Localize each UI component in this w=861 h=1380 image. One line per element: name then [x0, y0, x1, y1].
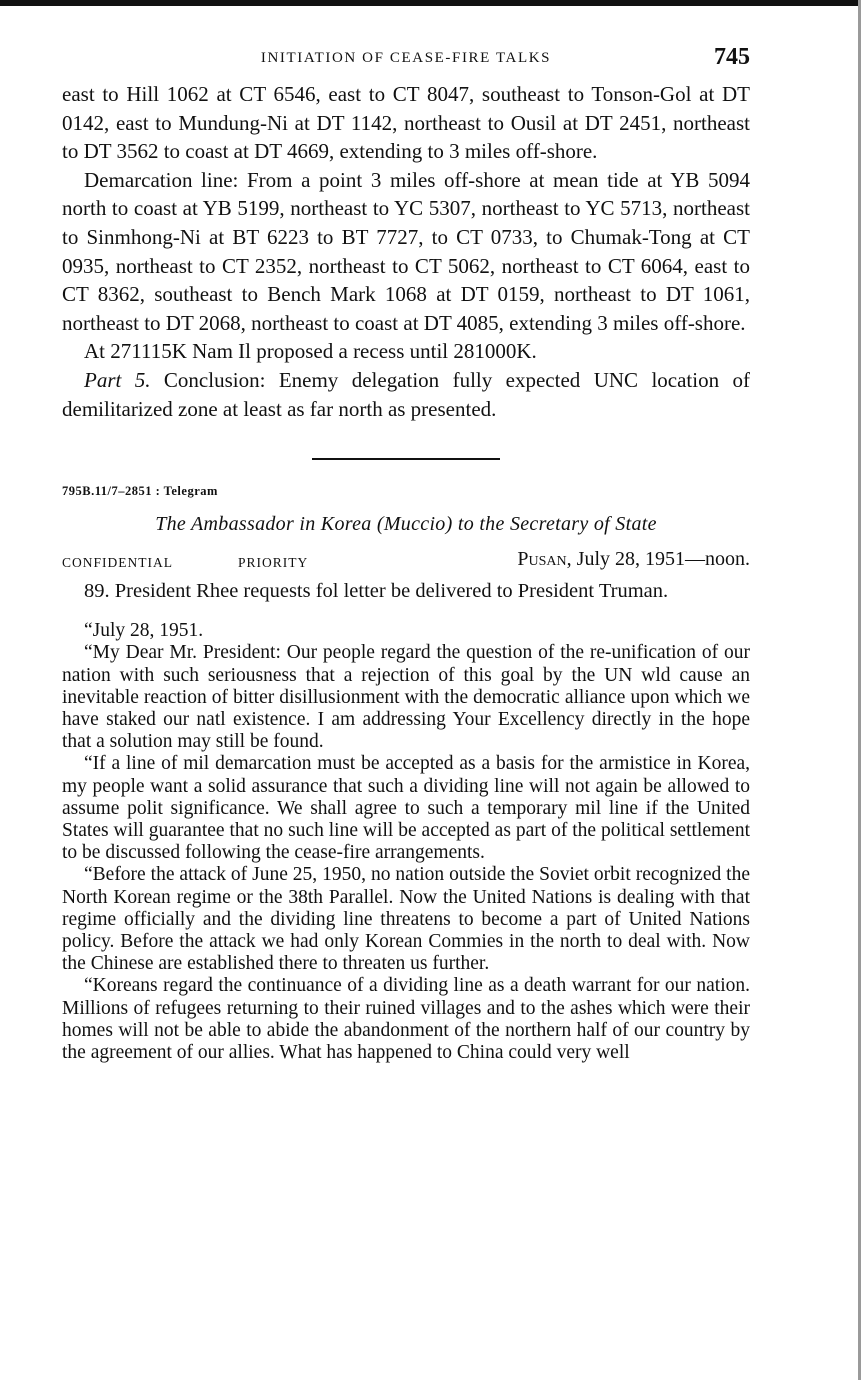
conclusion-text: Conclusion: Enemy delegation fully expected UNC location of demilitarized zone at least as far north as presented. — [62, 367, 750, 421]
telegram-header — [62, 548, 750, 578]
body-paragraph-2: Demarcation line: From a point 3 miles off-shore at mean tide at YB 5094 north to coast at YB 5199, northeast to YC 5307, northeast to YC 5713, northeast to Sinmhong-Ni at BT 6223 to BT 7727, to CT 0733, to Chumak-Tong at CT 0935, northeast to CT 2352, northeast to CT 5062, northeast to CT 6064, east to CT 8362, southeast to Bench Mark 1068 at DT 0159, northeast to DT 1061, northeast to DT 2068, northeast to coast at DT 4085, extending 3 miles off-shore. — [62, 167, 750, 335]
letter-date: “July 28, 1951. — [84, 620, 204, 642]
body-paragraph-3: At 271115K Nam Il proposed a recess until 281000K. — [84, 339, 537, 364]
letter-paragraph-4: “Koreans regard the continuance of a dividing line as a death warrant for our nation. Millions of refugees returning to their ruined villages and to the ashes which were their homes will not be able to abide the abandonment of the northern half of our country by the agreement of our allies. What has happened to China could very well — [62, 975, 750, 1063]
file-identifier: 795B.11/7–2851 : Telegram — [62, 484, 218, 499]
telegram-intro — [62, 578, 750, 604]
book-page — [62, 42, 750, 1064]
intro-paragraph: 89. President Rhee requests fol letter be delivered to President Truman. — [84, 580, 669, 603]
page-number: 745 — [714, 44, 750, 70]
section-divider — [312, 458, 500, 460]
top-border — [0, 0, 861, 6]
dateline-place: Pusan, — [517, 548, 572, 571]
letter-paragraph-2: “If a line of mil demarcation must be accepted as a basis for the armistice in Korea, my people want a solid assurance that such a dividing line will not again be allowed to assume polit significance. We shall agree to such a temporary mil line if the United States will guarantee that no such line will be accepted as part of the political settlement to be discussed following the cease-fire arrangements. — [62, 753, 750, 864]
running-head-title: INITIATION OF CEASE-FIRE TALKS — [260, 50, 552, 66]
letter-paragraph-1: “My Dear Mr. President: Our people regard the question of the re-unification of our nation with such seriousness that a rejection of this goal by the UN wld cause an inevitable reaction of bitter disillusionment with the democratic alliance upon which we have staked our natl existence. I am addressing Your Excellency directly in the hope that a solution may still be found. — [62, 642, 750, 753]
dateline — [517, 548, 750, 571]
report-body — [62, 80, 750, 423]
letter-paragraph-3: “Before the attack of June 25, 1950, no nation outside the Soviet orbit recognized the North Korean regime or the 38th Parallel. Now the United Nations is dealing with that regime officially and the dividing line threatens to become a part of United Nations policy. Before the attack we had only Korean Commies in the north to deal with. Now the Chinese are established there to threaten us further. — [62, 864, 750, 975]
body-paragraph-4 — [62, 366, 750, 423]
dateline-date: July 28, 1951—noon. — [571, 548, 750, 571]
body-paragraph-1: east to Hill 1062 at CT 6546, east to CT 8047, southeast to Tonson-Gol at DT 0142, east to Mundung-Ni at DT 1142, northeast to Ousil at DT 2451, northeast to DT 3562 to coast at DT 4669, extending to 3 miles off-shore. — [62, 82, 750, 164]
document-title: The Ambassador in Korea (Muccio) to the Secretary of State — [155, 513, 657, 536]
classification-label: CONFIDENTIAL — [62, 555, 173, 571]
quoted-letter — [62, 620, 750, 1064]
part-label: Part 5. — [84, 367, 151, 392]
running-head — [62, 42, 750, 80]
priority-label: PRIORITY — [238, 555, 309, 571]
